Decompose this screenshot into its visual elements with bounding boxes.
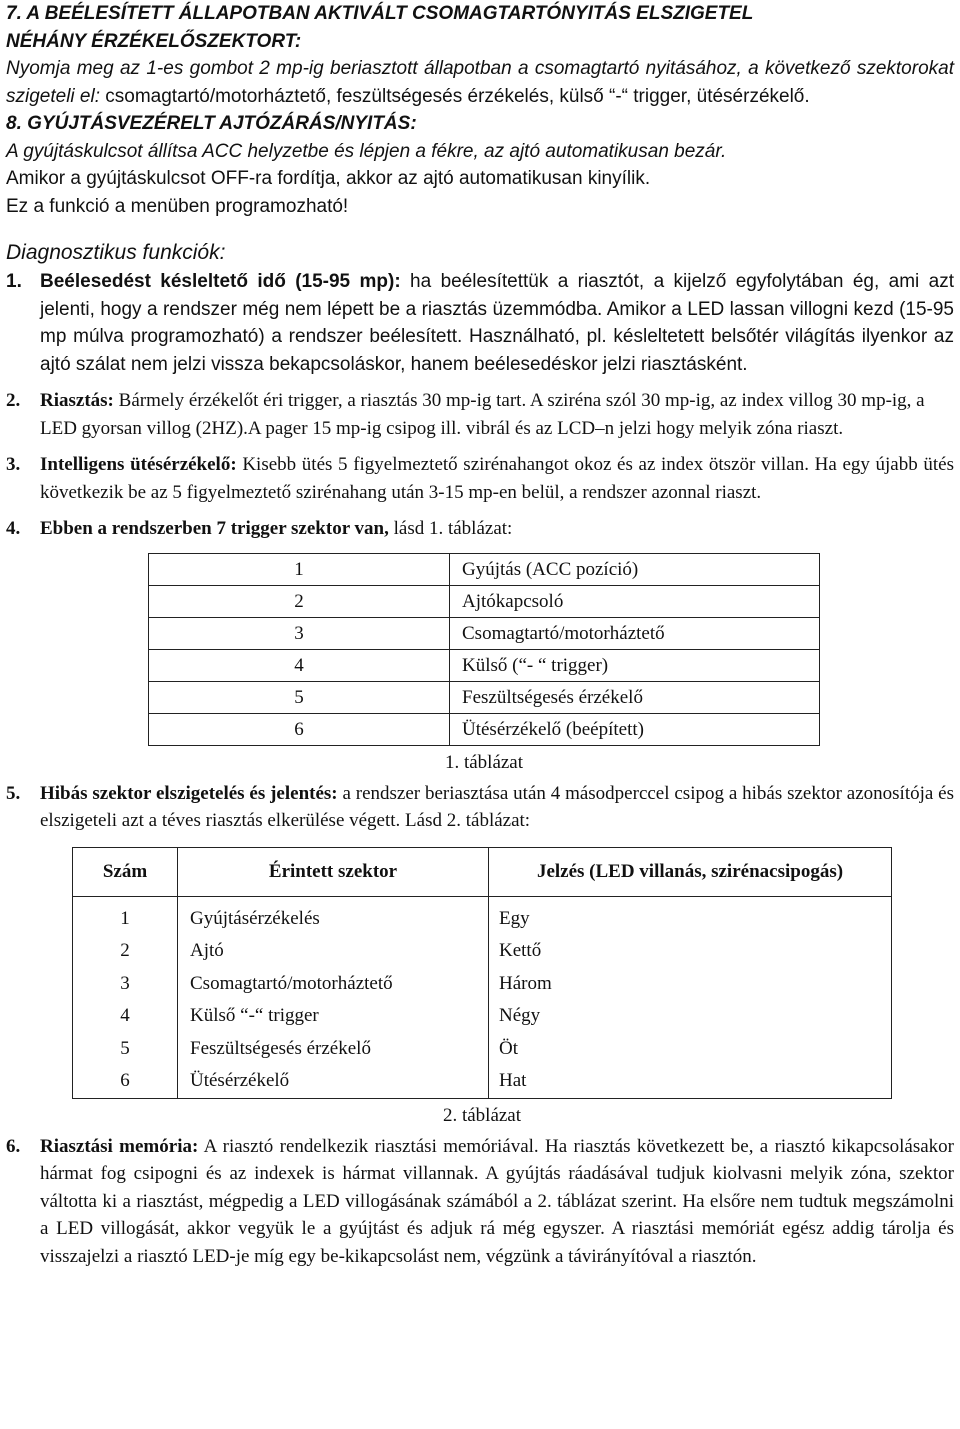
diag-item-4 xyxy=(6,515,954,543)
table-row: 6 Ütésérzékelő (beépített) xyxy=(149,713,820,745)
item-number: 1. xyxy=(6,271,22,292)
table-1-caption: 1. táblázat xyxy=(444,751,524,773)
item-number: 6. xyxy=(6,1135,21,1157)
item-text: Kisebb ütés 5 figyelmeztető szirénahangot okoz és az index ötször villan. Ha egy újabb ütés következik be az 5 figyelmeztető szirénahang után 3-15 mp-en belül, a rendszer azonnal riaszt. xyxy=(40,454,954,503)
item-bold-label: Beélesedést késleltető idő (15-95 mp): xyxy=(40,271,401,292)
section-8-title: 8. GYÚJTÁSVEZÉRELT AJTÓZÁRÁS/NYITÁS: xyxy=(6,113,417,134)
table-row: 4 Külső (“- “ trigger) xyxy=(149,649,820,681)
section-7-title xyxy=(6,0,954,55)
table-2-caption: 2. táblázat xyxy=(442,1104,522,1126)
column-header: Szám xyxy=(73,847,178,896)
item-text: ha beélesítettük a riasztót, a kijelző egyfolytában ég, ami azt jelenti, hogy a rendszer még nem lépett be a riasztás üzemmódba. Amikor a LED lassan villogni kezd (15-95 mp múlva programozható) a rendszer beélesített. Használható, pl. késleltetett belsőtér világítás ilyenkor az ajtó szálat nem jelzi vissza bekapcsoláskor, hanem beélesedéskor jelzi riasztásként. xyxy=(40,271,954,375)
section-8-line1: A gyújtáskulcsot állítsa ACC helyzetbe és lépjen a fékre, az ajtó automatikusan bezár. xyxy=(6,140,727,162)
column-header: Jelzés (LED villanás, szirénacsipogás) xyxy=(489,847,892,896)
section-7-title-line1: 7. A BEÉLESÍTETT ÁLLAPOTBAN AKTIVÁLT CSOMAGTARTÓNYITÁS ELSZIGETEL xyxy=(6,3,754,24)
section-7-body xyxy=(6,55,954,110)
trigger-sector-table xyxy=(148,553,820,746)
diag-item-1 xyxy=(6,268,954,378)
table-row: 1 Gyújtásérzékelés Egy xyxy=(73,896,892,935)
item-6 xyxy=(6,1133,954,1271)
item-number: 3. xyxy=(6,454,21,475)
table-row: 2 Ajtókapcsoló xyxy=(149,585,820,617)
diagnostics-heading: Diagnosztikus funkciók: xyxy=(6,241,226,264)
item-text: Bármely érzékelőt éri trigger, a riasztás 30 mp-ig tart. A sziréna szól 30 mp-ig, az index villog 30 mp-ig, a LED gyorsan villog (2HZ).A pager 15 mp-ig csipog ill. vibrál és az LCD–n jelzi hogy melyik zóna riaszt. xyxy=(40,390,925,439)
section-8-line3: Ez a funkció a menüben programozható! xyxy=(6,195,349,217)
table-row: 1 Gyújtás (ACC pozíció) xyxy=(149,553,820,585)
item-bold-label: Riasztás: xyxy=(40,390,114,411)
table-row: 6 Ütésérzékelő Hat xyxy=(73,1065,892,1098)
table-row: 4 Külső “-“ trigger Négy xyxy=(73,1000,892,1033)
diag-item-2 xyxy=(6,387,954,442)
faulty-sector-table xyxy=(72,847,892,1099)
item-number: 2. xyxy=(6,390,21,411)
item-bold-label: Riasztási memória: xyxy=(40,1135,199,1157)
item-5 xyxy=(6,780,954,835)
section-7-body-rest: csomagtartó/motorháztető, feszültségesés érzékelés, külső “-“ trigger, ütésérzékelő. xyxy=(100,85,810,107)
column-header: Érintett szektor xyxy=(178,847,489,896)
table-header-row xyxy=(73,847,892,896)
table-row: 3 Csomagtartó/motorháztető Három xyxy=(73,968,892,1001)
table-row: 2 Ajtó Kettő xyxy=(73,935,892,968)
section-8-line2: Amikor a gyújtáskulcsot OFF-ra fordítja, akkor az ajtó automatikusan kinyílik. xyxy=(6,168,651,189)
item-bold-label: Hibás szektor elszigetelés és jelentés: xyxy=(40,782,338,804)
item-text: A riasztó rendelkezik riasztási memóriával. Ha riasztás következett be, a riasztó kikapcsolásakor hármat fog csipogni és az indexek is hármat villannak. A gyújtás ráadásával tudjuk kiolvasni melyik zóna, szektor váltotta ki a riasztást, mégpedig a LED villogásának számából a 2. táblázat szerint. Ha elsőre nem tudtuk megszámolni a LED villogását, akkor vegyük le a gyújtást és adjuk rá még egyszer. A riasztási memóriát egész addig tárolja és visszajelzi a riasztó LED-je míg egy be-kikapcsolást nem, végzünk a távirányítóval a riasztón. xyxy=(40,1135,954,1267)
item-number: 5. xyxy=(6,782,21,804)
item-number: 4. xyxy=(6,518,21,539)
item-text: a rendszer beriasztása után 4 másodperccel csipog a hibás szektor azonosítója és elszigeteli azt a téves riasztás elkerülése végett. Lásd 2. táblázat: xyxy=(40,782,954,831)
table-row: 5 Feszültségesés érzékelő xyxy=(149,681,820,713)
diag-item-3 xyxy=(6,451,954,506)
table-row: 5 Feszültségesés érzékelő Öt xyxy=(73,1033,892,1066)
item-text: lásd 1. táblázat: xyxy=(388,518,513,539)
item-bold-label: Ebben a rendszerben 7 trigger szektor van, xyxy=(40,518,389,539)
section-7-body-italic: Nyomja meg az 1-es gombot 2 mp-ig beriasztott állapotban a csomagtartó nyitásához, a következő szektorokat szigeteli el: xyxy=(6,58,954,107)
item-bold-label: Intelligens ütésérzékelő: xyxy=(40,454,237,475)
section-7-title-line2: NÉHÁNY ÉRZÉKELŐSZEKTORT: xyxy=(6,30,302,52)
table-row: 3 Csomagtartó/motorháztető xyxy=(149,617,820,649)
